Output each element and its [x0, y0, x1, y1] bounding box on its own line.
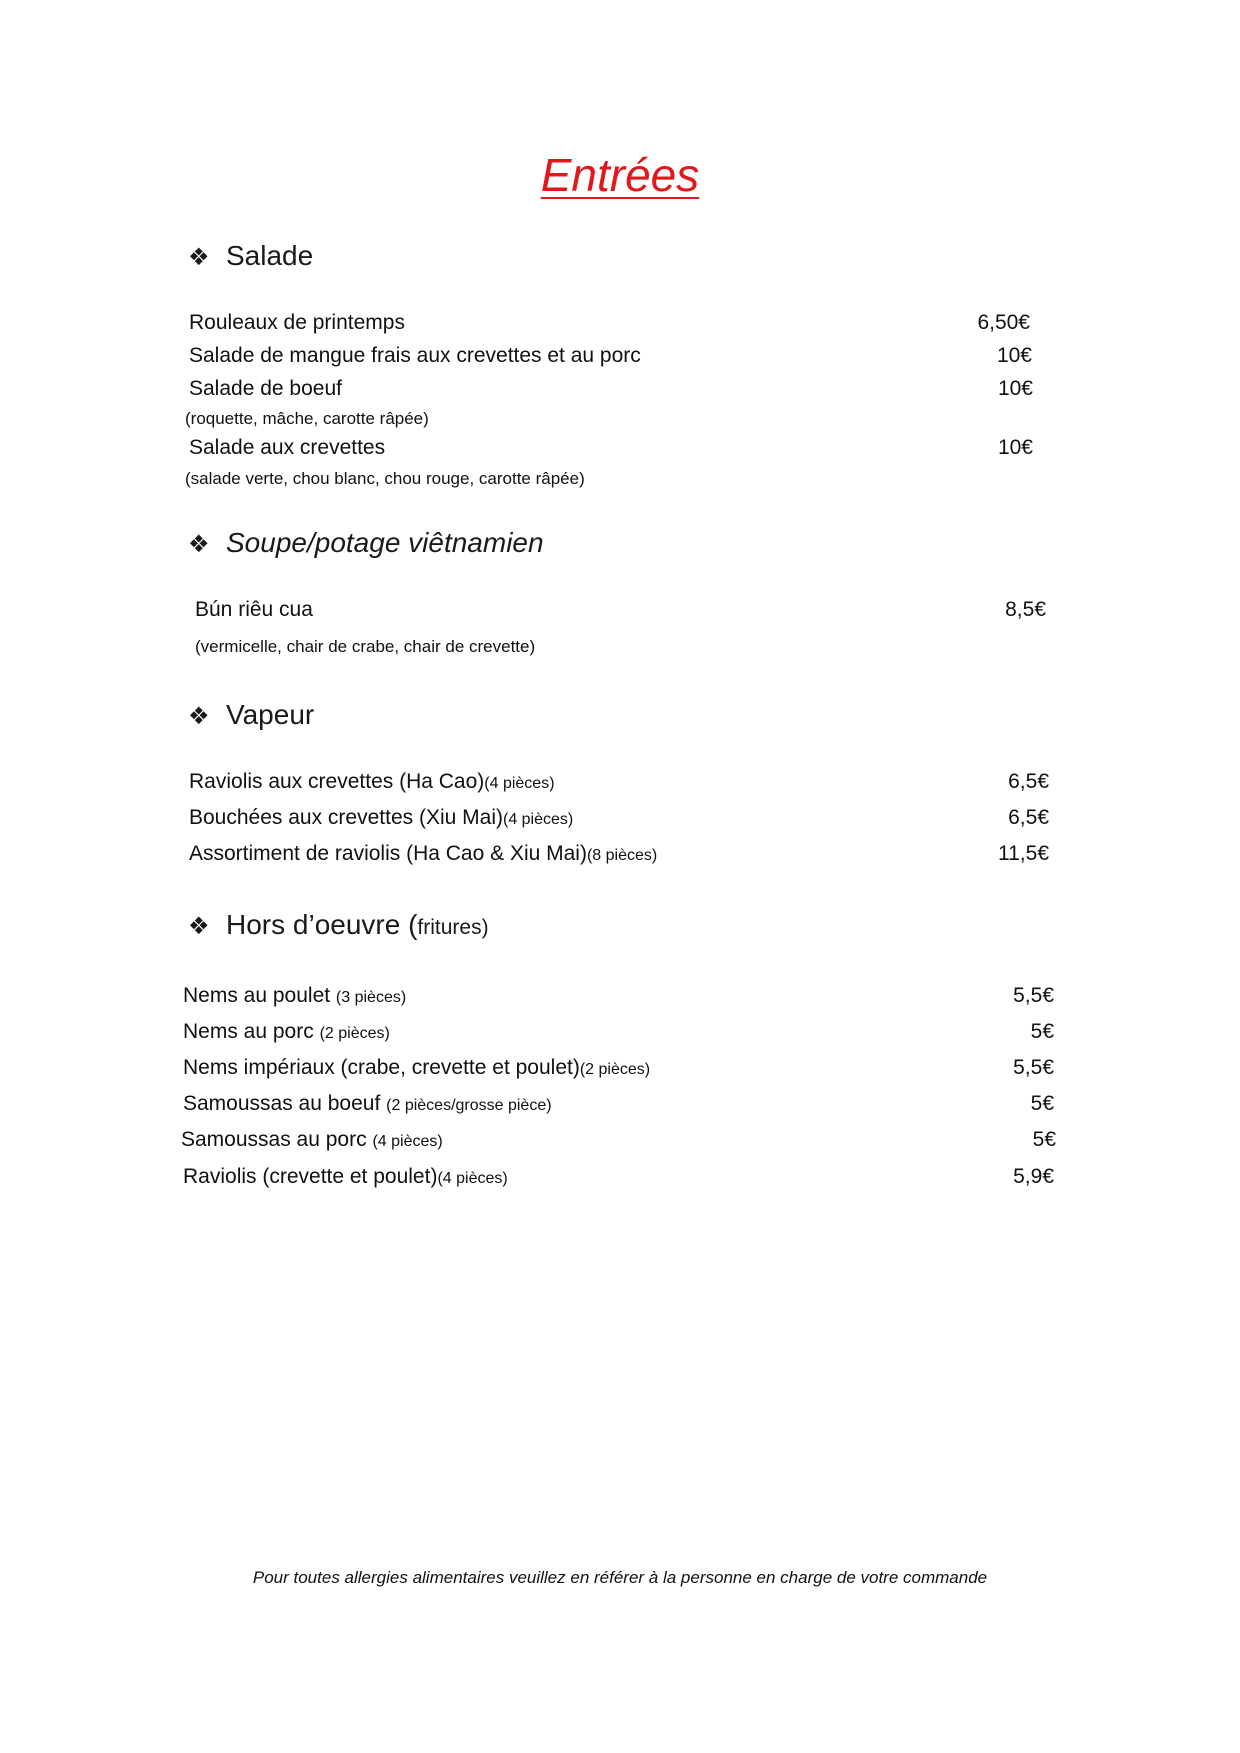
- menu-item-name: Salade de mangue frais aux crevettes et au porc: [189, 344, 641, 367]
- section-label: Vapeur: [226, 699, 315, 730]
- menu-item-description: (salade verte, chou blanc, chou rouge, carotte râpée): [185, 469, 585, 488]
- menu-item-description: (roquette, mâche, carotte râpée): [185, 409, 429, 428]
- menu-item-name: Assortiment de raviolis (Ha Cao & Xiu Mai): [189, 842, 587, 865]
- menu-item-quantity: (4 pièces): [502, 811, 574, 828]
- section-heading-soupe: [188, 527, 544, 559]
- section-heading-hors-doeuvre: [188, 909, 489, 941]
- menu-item-quantity: (4 pièces): [484, 775, 555, 792]
- menu-item-name: Nems au poulet: [183, 984, 336, 1007]
- menu-item-name: Samoussas au porc: [181, 1128, 373, 1151]
- menu-item-quantity: (2 pièces): [319, 1025, 390, 1042]
- allergy-notice: Pour toutes allergies alimentaires veuillez en référer à la personne en charge de votre commande: [252, 1568, 988, 1587]
- menu-item-price: 5€: [1030, 1020, 1054, 1043]
- menu-item-price: 5€: [1032, 1128, 1056, 1151]
- menu-item: [189, 842, 657, 866]
- menu-item-name: Raviolis aux crevettes (Ha Cao): [189, 770, 485, 793]
- menu-item-name: Nems au porc: [183, 1020, 320, 1043]
- menu-item-name: Rouleaux de printemps: [189, 311, 405, 334]
- section-label: Salade: [226, 240, 314, 271]
- menu-item: [183, 1056, 650, 1080]
- menu-item-price: 10€: [997, 436, 1033, 459]
- menu-item-price: 6,50€: [977, 311, 1030, 334]
- menu-item-name: Salade aux crevettes: [189, 436, 386, 459]
- menu-item-quantity: (3 pièces): [335, 989, 407, 1006]
- menu-item-name: Nems impériaux (crabe, crevette et poulet): [183, 1056, 580, 1079]
- menu-item-price: 11,5€: [998, 842, 1049, 865]
- menu-item-price: 5,9€: [1013, 1165, 1054, 1188]
- menu-item-quantity: (2 pièces): [579, 1061, 651, 1078]
- menu-item-name: Bún riêu cua: [195, 598, 313, 621]
- menu-item-price: 6,5€: [1008, 770, 1049, 793]
- section-label: Soupe/potage viêtnamien: [226, 527, 544, 558]
- menu-item-price: 6,5€: [1008, 806, 1049, 829]
- menu-item-price: 5€: [1030, 1092, 1054, 1115]
- menu-item-quantity: (2 pièces/grosse pièce): [386, 1097, 552, 1114]
- menu-item: [183, 1165, 508, 1189]
- menu-item-price: 5,5€: [1013, 984, 1054, 1007]
- menu-item-quantity: (8 pièces): [586, 847, 658, 864]
- menu-item-price: 10€: [997, 377, 1033, 400]
- menu-item-description: (vermicelle, chair de crabe, chair de crevette): [195, 637, 536, 656]
- menu-item-name: Raviolis (crevette et poulet): [183, 1165, 438, 1188]
- section-heading-vapeur: [188, 699, 314, 731]
- section-label: Hors d’oeuvre (: [226, 909, 418, 940]
- diamond-bullet-icon: ❖: [188, 703, 210, 730]
- menu-item-quantity: (4 pièces): [437, 1170, 508, 1187]
- menu-item: [189, 770, 555, 794]
- diamond-bullet-icon: ❖: [188, 531, 210, 558]
- section-sublabel: fritures): [417, 916, 489, 939]
- menu-item-price: 5,5€: [1013, 1056, 1054, 1079]
- diamond-bullet-icon: ❖: [188, 913, 210, 940]
- menu-item-price: 10€: [996, 344, 1032, 367]
- section-heading-salade: [188, 240, 313, 272]
- menu-item: [183, 1092, 552, 1116]
- menu-item-name: Salade de boeuf: [189, 377, 342, 400]
- menu-item-name: Bouchées aux crevettes (Xiu Mai): [189, 806, 503, 829]
- menu-item: [183, 1020, 390, 1044]
- menu-item: [183, 984, 406, 1008]
- diamond-bullet-icon: ❖: [188, 244, 210, 271]
- menu-item-quantity: (4 pièces): [372, 1133, 443, 1150]
- menu-item: [189, 806, 573, 830]
- menu-item-name: Samoussas au boeuf: [183, 1092, 387, 1115]
- page-title: Entrées: [540, 149, 700, 201]
- menu-item: [181, 1128, 443, 1152]
- menu-item-price: 8,5€: [1005, 598, 1046, 621]
